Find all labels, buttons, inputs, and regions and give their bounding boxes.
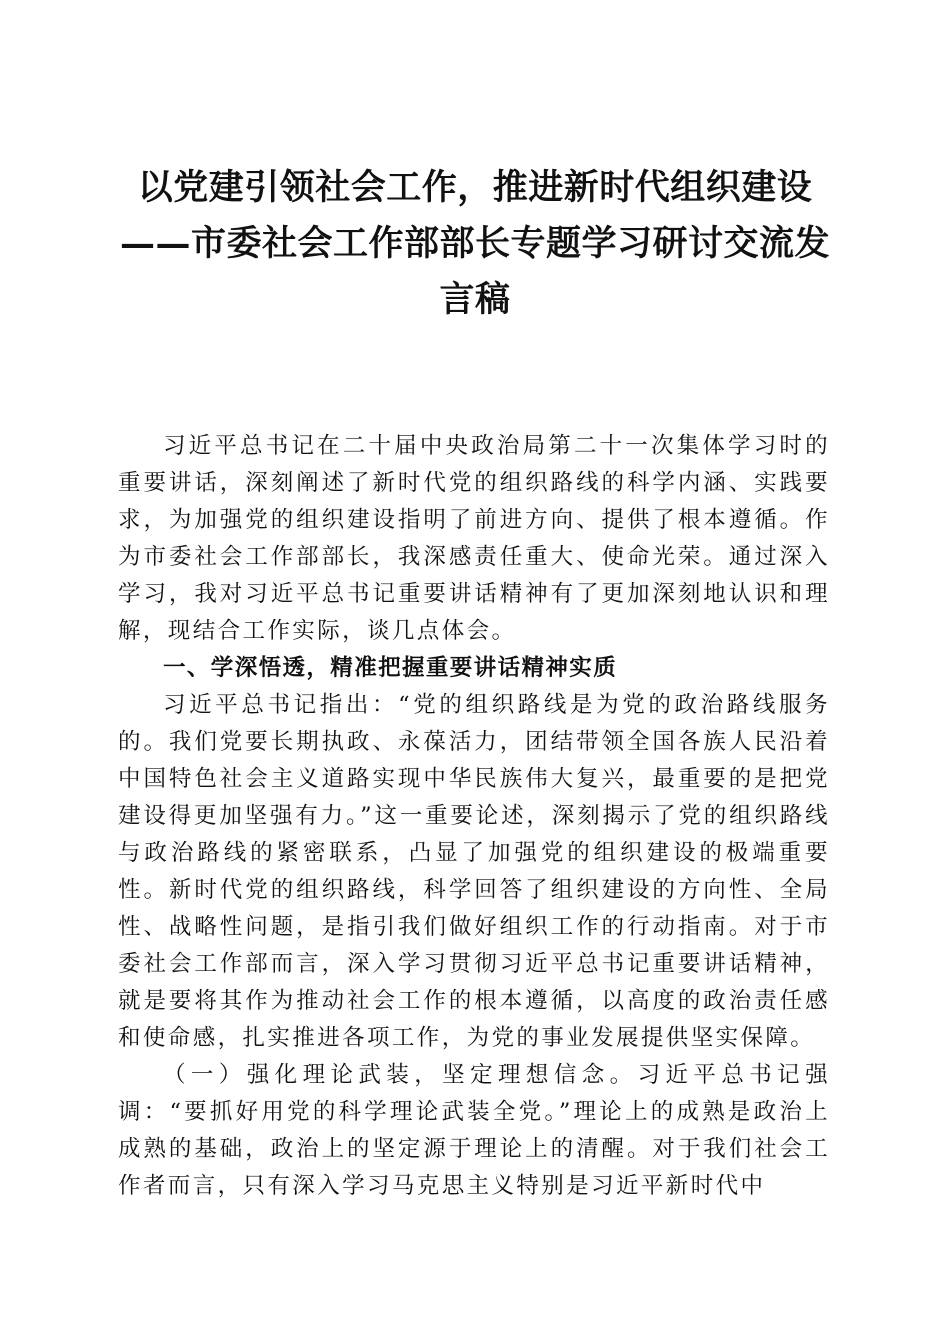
subsection-1-paragraph: （一）强化理论武装，坚定理想信念。习近平总书记强调：“要抓好用党的科学理论武装全党。”理论上的成熟是政治上成熟的基础，政治上的坚定源于理论上的清醒。对于我们社会工作者而言，只有深入学习马克思主义特别是习近平新时代中 xyxy=(118,1062,830,1199)
section-1-paragraph: 习近平总书记指出：“党的组织路线是为党的政治路线服务的。我们党要长期执政、永葆活力，团结带领全国各族人民沿着中国特色社会主义道路实现中华民族伟大复兴，最重要的是把党建设得更加坚强有力。”这一重要论述，深刻揭示了党的组织路线与政治路线的紧密联系，凸显了加强党的组织建设的极端重要性。新时代党的组织路线，科学回答了组织建设的方向性、全局性、战略性问题，是指引我们做好组织工作的行动指南。对于市委社会工作部而言，深入学习贯彻习近平总书记重要讲话精神，就是要将其作为推动社会工作的根本遵循，以高度的政治责任感和使命感，扎实推进各项工作，为党的事业发展提供坚实保障。 xyxy=(118,692,830,1051)
intro-paragraph: 习近平总书记在二十届中央政治局第二十一次集体学习时的重要讲话，深刻阐述了新时代党的组织路线的科学内涵、实践要求，为加强党的组织建设指明了前进方向、提供了根本遵循。作为市委社会工作部部长，我深感责任重大、使命光荣。通过深入学习，我对习近平总书记重要讲话精神有了更加深刻地认识和理解，现结合工作实际，谈几点体会。 xyxy=(118,433,830,644)
section-heading-1: 一、学深悟透，精准把握重要讲话精神实质 xyxy=(163,655,618,681)
document-title: 以党建引领社会工作，推进新时代组织建设——市委社会工作部部长专题学习研讨交流发言稿 xyxy=(119,167,830,320)
document-body xyxy=(118,428,830,1205)
